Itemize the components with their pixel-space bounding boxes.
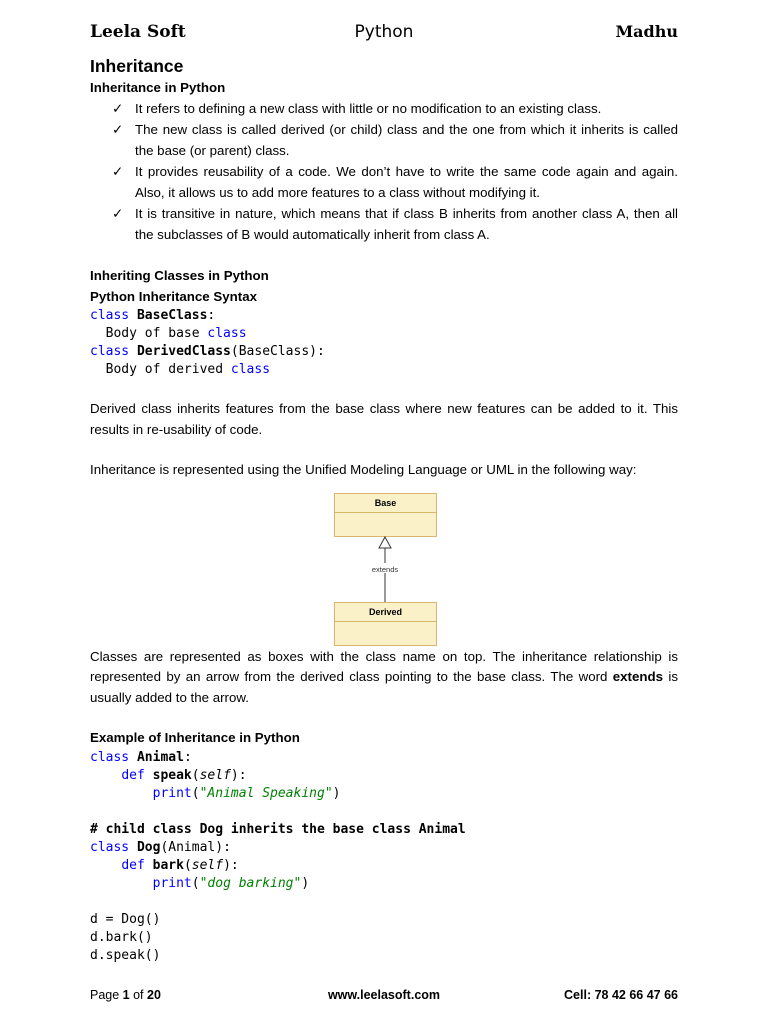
page-footer (90, 988, 678, 1006)
website-link: www.leelasoft.com (327, 988, 441, 1002)
contact-cell: Cell: 78 42 66 47 66 (564, 988, 678, 1002)
list-item: ✓ It provides reusability of a code. We don’t have to write the same code again and again. Also, it allows us to add more features to a class without modifying it. (112, 164, 678, 200)
checkmark-icon: ✓ (112, 100, 124, 116)
header-subject: Python (354, 22, 414, 42)
paragraph: Derived class inherits features from the base class where new features can be added to it. This results in re-usability of code. (90, 401, 678, 437)
example-code-block: class Animal: def speak(self): print("Animal Speaking") # child class Dog inherits the base class Animal class Dog(Animal): def bark(self): print("dog barking") d = Dog() d.bark() d.speak() (90, 749, 466, 963)
list-item: ✓ The new class is called derived (or child) class and the one from which it inherits is called the base (or parent) class. (112, 122, 678, 158)
bullet-list (90, 99, 678, 246)
section-heading: Inheritance in Python (90, 80, 226, 95)
page-content (90, 54, 678, 965)
section-heading: Python Inheritance Syntax (90, 288, 257, 304)
paragraph: Inheritance is represented using the Unified Modeling Language or UML in the following way: (90, 462, 637, 477)
header-brand: Leela Soft (90, 22, 186, 42)
syntax-code-block: class BaseClass: Body of base class class DerivedClass(BaseClass): Body of derived class (90, 308, 325, 377)
uml-derived-box (334, 602, 437, 646)
checkmark-icon: ✓ (112, 206, 124, 221)
uml-diagram (90, 485, 678, 647)
page-title: Inheritance (90, 56, 184, 76)
uml-extends-label: extends (371, 564, 399, 574)
uml-derived-label: Derived (335, 603, 436, 622)
checkmark-icon: ✓ (112, 164, 124, 179)
list-item: ✓ It refers to defining a new class with little or no modification to an existing class. (90, 99, 678, 120)
page-number: Page 1 of 20 (90, 988, 161, 1002)
page-header (90, 20, 678, 46)
header-author: Madhu (615, 22, 678, 41)
section-heading: Inheriting Classes in Python (90, 268, 269, 283)
paragraph: Classes are represented as boxes with the class name on top. The inheritance relationship is represented by an arrow from the derived class pointing to the base class. The word extends is usually added to the arrow. (90, 648, 678, 705)
section-heading: Example of Inheritance in Python (90, 730, 300, 745)
uml-base-label: Base (335, 494, 436, 513)
list-item: ✓ It is transitive in nature, which means that if class B inherits from another class A, then all the subclasses of B would automatically inherit from class A. (112, 206, 678, 242)
checkmark-icon: ✓ (112, 122, 124, 137)
